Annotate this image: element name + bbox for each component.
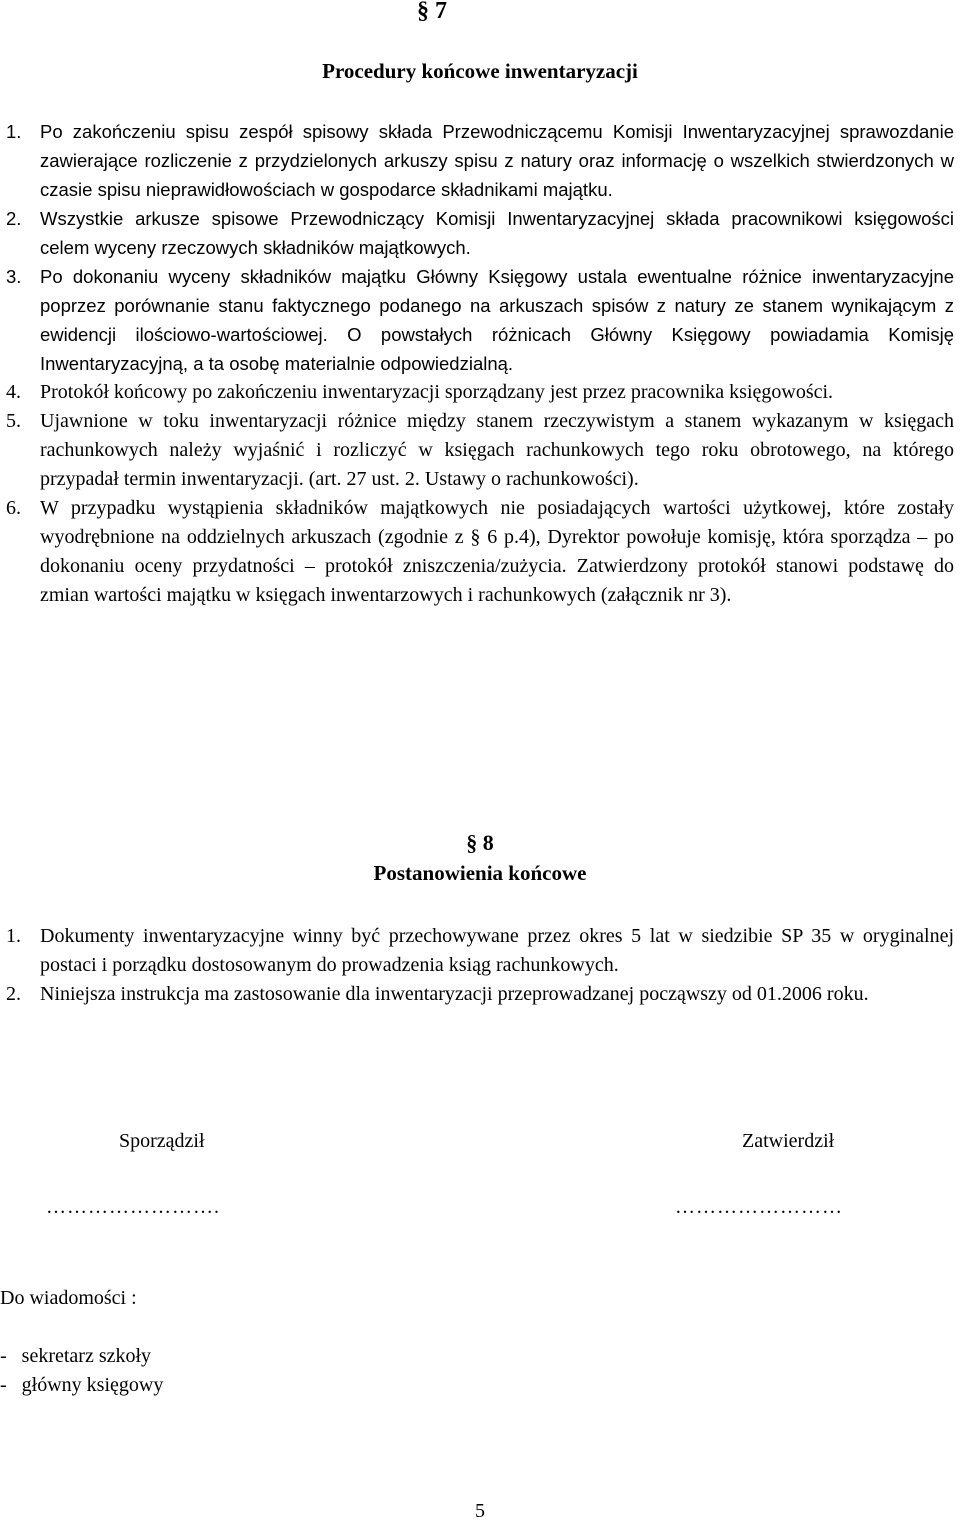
list-item (6, 980, 954, 1009)
item-number: 5. (6, 410, 21, 432)
page-number: 5 (475, 1500, 485, 1522)
section-8-number: § 8 (466, 830, 494, 855)
prepared-by-label: Sporządził (119, 1130, 205, 1152)
item-text: Protokół końcowy po zakończeniu inwentaryzacji sporządzany jest przez pracownika księgowości. (40, 381, 834, 403)
section-7-number: § 7 (417, 0, 447, 24)
section-7-title: Procedury końcowe inwentaryzacji (322, 59, 638, 83)
item-text: Po dokonaniu wyceny składników majątku Główny Księgowy ustala ewentualne różnice inwentaryzacyjne poprzez porównanie stanu faktycznego podanego na arkuszach spisów z natury ze stanem wynikającym z ewidencji ilościowo-wartościowej. O powstałych różnicach Główny Księgowy powiadamia Komisję Inwentaryzacyjną, a ta osobę materialnie odpowiedzialną. (40, 266, 954, 374)
item-number: 2. (6, 983, 21, 1005)
item-text: Wszystkie arkusze spisowe Przewodniczący Komisji Inwentaryzacyjnej składa pracownikowi księgowości celem wyceny rzeczowych składników majątkowych. (40, 208, 954, 258)
list-item (6, 494, 954, 610)
distribution-item: - główny księgowy (0, 1374, 164, 1396)
section-8-title: Postanowienia końcowe (373, 861, 587, 885)
item-number: 4. (6, 381, 21, 403)
section-8-list (6, 922, 954, 1009)
list-item (6, 378, 954, 407)
item-text: W przypadku wystąpienia składników majątkowych nie posiadających wartości użytkowej, które zostały wyodrębnione na oddzielnych arkuszach (zgodnie z § 6 p.4), Dyrektor powołuje komisję, która sporządza – po dokonaniu oceny przydatności – protokół zniszczenia/zużycia. Zatwierdzony protokół stanowi podstawę do zmian wartości majątku w księgach inwentarzowych i rachunkowych (załącznik nr 3). (40, 497, 954, 606)
distribution-label: Do wiadomości : (0, 1287, 137, 1309)
approved-by-label: Zatwierdził (742, 1130, 835, 1152)
list-item (6, 262, 954, 378)
list-item (6, 204, 954, 262)
item-number: 2. (6, 208, 22, 229)
prepared-by-signature-line: ……………………. (46, 1196, 220, 1218)
item-number: 3. (6, 266, 22, 287)
approved-by-signature-line: …………………… (675, 1196, 843, 1218)
distribution-item: - sekretarz szkoły (0, 1345, 152, 1367)
list-item (6, 922, 954, 980)
item-text: Dokumenty inwentaryzacyjne winny być przechowywane przez okres 5 lat w siedzibie SP 35 w oryginalnej postaci i porządku dostosowanym do prowadzenia ksiąg rachunkowych. (40, 925, 954, 976)
item-text: Ujawnione w toku inwentaryzacji różnice między stanem rzeczywistym a stanem wykazanym w księgach rachunkowych należy wyjaśnić i rozliczyć w księgach rachunkowych tego roku obrotowego, na którego przypadał termin inwentaryzacji. (art. 27 ust. 2. Ustawy o rachunkowości). (40, 410, 954, 490)
item-text: Niniejsza instrukcja ma zastosowanie dla inwentaryzacji przeprowadzanej począwszy od 01.2006 roku. (40, 983, 869, 1005)
item-number: 6. (6, 497, 21, 519)
list-item (6, 117, 954, 204)
item-number: 1. (6, 925, 21, 947)
item-text: Po zakończeniu spisu zespół spisowy składa Przewodniczącemu Komisji Inwentaryzacyjnej sprawozdanie zawierające rozliczenie z przydzielonych arkuszy spisu z natury oraz informację o wszelkich stwierdzonych w czasie spisu nieprawidłowościach w gospodarce składnikami majątku. (40, 121, 954, 200)
item-number: 1. (6, 121, 22, 142)
list-item (6, 407, 954, 494)
section-7-list (6, 117, 954, 610)
